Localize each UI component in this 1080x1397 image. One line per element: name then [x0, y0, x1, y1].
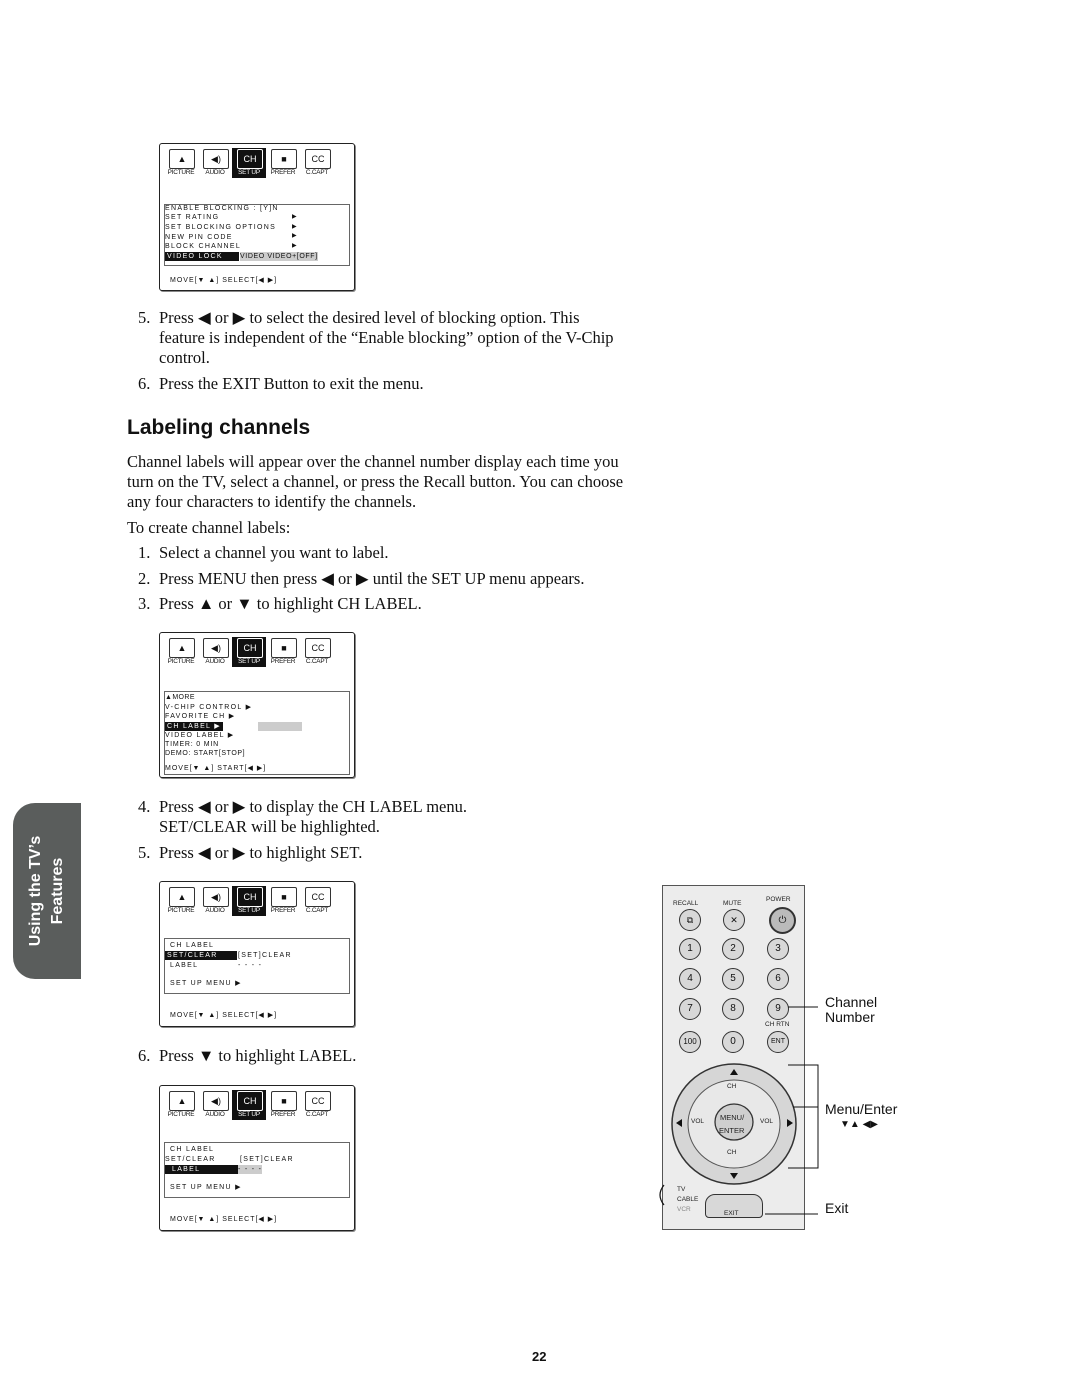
- key-6[interactable]: 6: [767, 968, 789, 990]
- tab-setup: CH SET UP: [232, 637, 266, 667]
- menu-row: CH LABEL: [170, 942, 215, 949]
- menu-row: LABEL: [170, 962, 199, 969]
- ch-down-label: CH: [727, 1149, 737, 1156]
- section-title: Labeling channels: [127, 416, 311, 439]
- menu-row-highlighted: SET/CLEAR: [165, 951, 237, 960]
- callout-menu-enter: Menu/Enter: [825, 1101, 898, 1117]
- menu-row: SET/CLEAR: [165, 1156, 216, 1163]
- ch-icon: CH: [237, 638, 263, 658]
- enter-label: ENTER: [719, 1126, 745, 1135]
- tab-audio: ◀) AUDIO: [198, 148, 232, 178]
- menu-row-value: - - - -: [238, 1166, 263, 1173]
- picture-icon: ▲: [169, 149, 195, 169]
- menu-row-highlighted: CH LABEL ▶: [167, 723, 221, 730]
- cc-icon: CC: [305, 149, 331, 169]
- tab-ccapt: CC C.CAPT: [300, 637, 334, 667]
- key-2[interactable]: 2: [722, 938, 744, 960]
- key-100[interactable]: 100: [679, 1031, 701, 1053]
- ch-icon: CH: [237, 887, 263, 907]
- mute-label: MUTE: [723, 900, 742, 907]
- ent-button[interactable]: ENT: [767, 1031, 789, 1053]
- speaker-icon: ◀): [203, 887, 229, 907]
- menu-row: NEW PIN CODE: [165, 234, 233, 241]
- tab-setup: CH SET UP: [232, 148, 266, 178]
- page-number: 22: [532, 1349, 547, 1364]
- cable-label: CABLE: [677, 1196, 699, 1203]
- step-item: 4. Press ◀ or ▶ to display the CH LABEL menu. SET/CLEAR will be highlighted.: [138, 797, 467, 836]
- menu-row-highlighted: LABEL: [165, 1165, 242, 1174]
- menu-row-value: [SET]CLEAR: [238, 952, 292, 959]
- recall-label: RECALL: [673, 900, 699, 907]
- intro-paragraph: Channel labels will appear over the channel number display each time you turn on the TV, select a channel, or press the Recall button. You can choose any four characters to identify the channels.: [127, 452, 624, 511]
- cc-icon: CC: [305, 1091, 331, 1111]
- picture-icon: ▲: [169, 638, 195, 658]
- create-label: To create channel labels:: [127, 518, 291, 537]
- menu-tabs: [164, 886, 335, 916]
- ch-icon: CH: [237, 149, 263, 169]
- key-7[interactable]: 7: [679, 998, 701, 1020]
- menu-screen-ch-label-label: [159, 1085, 355, 1231]
- camera-icon: ■: [271, 887, 297, 907]
- step-item: 3. Press ▲ or ▼ to highlight CH LABEL.: [138, 594, 422, 613]
- tab-prefer: ■ PREFER: [266, 637, 300, 667]
- menu-footer: MOVE[▼ ▲] SELECT[◀ ▶]: [170, 277, 278, 284]
- menu-row: ▲MORE: [165, 694, 195, 701]
- selection-bar: [258, 722, 302, 731]
- picture-icon: ▲: [169, 887, 195, 907]
- camera-icon: ■: [271, 149, 297, 169]
- cc-icon: CC: [305, 638, 331, 658]
- vol-right-label: VOL: [760, 1118, 774, 1125]
- power-button[interactable]: ⏻: [769, 907, 796, 934]
- tab-picture: ▲ PICTURE: [164, 886, 198, 916]
- mute-button[interactable]: ✕: [723, 909, 745, 931]
- menu-row: ENABLE BLOCKING : [Y]N: [165, 205, 279, 212]
- menu-row: SET RATING: [165, 214, 220, 221]
- menu-row: DEMO: START[STOP]: [165, 750, 246, 757]
- menu-row: VIDEO LABEL ▶: [165, 732, 235, 739]
- menu-row: TIMER: 0 MIN: [165, 741, 219, 748]
- menu-row-value: - - - -: [238, 962, 263, 969]
- menu-screen-setup-blocking: [159, 143, 355, 291]
- tab-audio: ◀) AUDIO: [198, 1090, 232, 1120]
- exit-label: EXIT: [724, 1210, 739, 1217]
- tab-ccapt: CC C.CAPT: [300, 886, 334, 916]
- camera-icon: ■: [271, 1091, 297, 1111]
- callout-channel: Channel: [825, 994, 878, 1010]
- vcr-label: VCR: [677, 1206, 691, 1213]
- callout-exit: Exit: [825, 1200, 849, 1216]
- tab-setup: CH SET UP: [232, 1090, 266, 1120]
- speaker-icon: ◀): [203, 638, 229, 658]
- tab-picture: ▲ PICTURE: [164, 637, 198, 667]
- recall-button[interactable]: ⧉: [679, 909, 701, 931]
- key-1[interactable]: 1: [679, 938, 701, 960]
- key-9[interactable]: 9: [767, 998, 789, 1020]
- menu-row: SET UP MENU ▶: [170, 980, 242, 987]
- vol-left-label: VOL: [691, 1118, 705, 1125]
- key-5[interactable]: 5: [722, 968, 744, 990]
- camera-icon: ■: [271, 638, 297, 658]
- key-4[interactable]: 4: [679, 968, 701, 990]
- menu-footer: MOVE[▼ ▲] SELECT[◀ ▶]: [170, 1012, 278, 1019]
- menu-label: MENU/: [720, 1113, 745, 1122]
- cc-icon: CC: [305, 887, 331, 907]
- tab-setup: CH SET UP: [232, 886, 266, 916]
- menu-tabs: [164, 637, 335, 667]
- key-0[interactable]: 0: [722, 1031, 744, 1053]
- menu-row-value: VIDEO VIDEO+[OFF]: [240, 253, 318, 260]
- step-item: 1. Select a channel you want to label.: [138, 543, 389, 562]
- menu-row-highlighted: VIDEO LOCK: [165, 252, 239, 261]
- tab-ccapt: CC C.CAPT: [300, 1090, 334, 1120]
- menu-row: SET UP MENU ▶: [170, 1184, 242, 1191]
- menu-row: SET BLOCKING OPTIONS: [165, 224, 277, 231]
- step-item: 6. Press ▼ to highlight LABEL.: [138, 1046, 357, 1065]
- menu-row: FAVORITE CH ▶: [165, 713, 236, 720]
- tab-prefer: ■ PREFER: [266, 148, 300, 178]
- ch-rtn-label: CH RTN: [765, 1021, 790, 1028]
- tv-label: TV: [677, 1186, 686, 1193]
- menu-row: V-CHIP CONTROL ▶: [165, 704, 253, 711]
- speaker-icon: ◀): [203, 1091, 229, 1111]
- menu-screen-ch-label-set: [159, 881, 355, 1027]
- tab-prefer: ■ PREFER: [266, 886, 300, 916]
- menu-footer: MOVE[▼ ▲] START[◀ ▶]: [165, 765, 267, 772]
- ch-up-label: CH: [727, 1083, 737, 1090]
- menu-row: CH LABEL: [170, 1146, 215, 1153]
- tab-picture: ▲ PICTURE: [164, 148, 198, 178]
- callout-arrows: ▼▲ ◀▶: [840, 1119, 878, 1130]
- menu-row-value: [SET]CLEAR: [240, 1156, 294, 1163]
- menu-tabs: [164, 1090, 335, 1120]
- side-tab-text: Using the TV’s Features: [27, 835, 66, 947]
- arrow-icons: ▶ ▶ ▶ ▶: [292, 214, 297, 249]
- tab-picture: ▲ PICTURE: [164, 1090, 198, 1120]
- tab-audio: ◀) AUDIO: [198, 637, 232, 667]
- tab-prefer: ■ PREFER: [266, 1090, 300, 1120]
- picture-icon: ▲: [169, 1091, 195, 1111]
- menu-row: BLOCK CHANNEL: [165, 243, 242, 250]
- menu-tabs: [164, 148, 335, 178]
- tab-ccapt: CC C.CAPT: [300, 148, 334, 178]
- power-label: POWER: [766, 896, 791, 903]
- speaker-icon: ◀): [203, 149, 229, 169]
- step-item: 5. Press ◀ or ▶ to highlight SET.: [138, 843, 363, 862]
- menu-footer: MOVE[▼ ▲] SELECT[◀ ▶]: [170, 1216, 278, 1223]
- step-item: 5. Press ◀ or ▶ to select the desired level of blocking option. This feature is independent of the “Enable blocking” option of the V-Chip control.: [138, 308, 614, 367]
- callout-number: Number: [825, 1009, 875, 1025]
- key-3[interactable]: 3: [767, 938, 789, 960]
- step-item: 2. Press MENU then press ◀ or ▶ until the SET UP menu appears.: [138, 569, 585, 588]
- ch-icon: CH: [237, 1091, 263, 1111]
- key-8[interactable]: 8: [722, 998, 744, 1020]
- tab-audio: ◀) AUDIO: [198, 886, 232, 916]
- section-side-tab: [13, 803, 81, 979]
- step-item: 6. Press the EXIT Button to exit the menu.: [138, 374, 424, 393]
- callout-lines: [650, 1000, 840, 1240]
- menu-screen-setup: [159, 632, 355, 778]
